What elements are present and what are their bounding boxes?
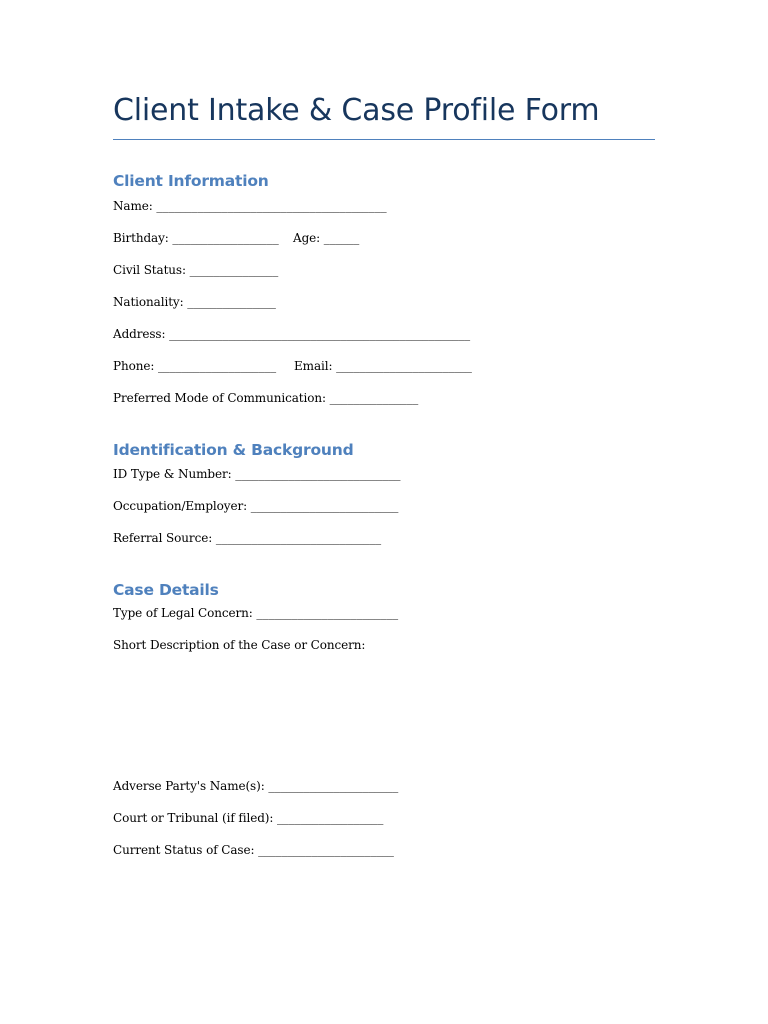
age-field: Age: ______ — [293, 231, 360, 245]
court-tribunal-field: Court or Tribunal (if filed): __________________ — [113, 811, 384, 825]
address-field: Address: ___________________________________________________ — [113, 327, 471, 341]
id-type-field: ID Type & Number: ____________________________ — [113, 467, 401, 481]
civil-status-field: Civil Status: _______________ — [113, 263, 279, 277]
current-status-field: Current Status of Case: _______________________ — [113, 843, 394, 857]
preferred-mode-field: Preferred Mode of Communication: _______________ — [113, 391, 419, 405]
occupation-field: Occupation/Employer: _________________________ — [113, 499, 399, 513]
referral-source-field: Referral Source: ____________________________ — [113, 531, 382, 545]
adverse-party-field: Adverse Party's Name(s): ______________________ — [113, 779, 399, 793]
section-heading-identification: Identification & Background — [113, 441, 354, 459]
case-description-label: Short Description of the Case or Concern: — [113, 638, 366, 652]
title-underline — [113, 139, 655, 140]
section-heading-client-information: Client Information — [113, 172, 269, 190]
email-field: Email: _______________________ — [294, 359, 472, 373]
name-field: Name: _______________________________________ — [113, 199, 387, 213]
birthday-field: Birthday: __________________ — [113, 231, 279, 245]
phone-field: Phone: ____________________ — [113, 359, 277, 373]
form-title: Client Intake & Case Profile Form — [113, 93, 600, 128]
nationality-field: Nationality: _______________ — [113, 295, 276, 309]
legal-concern-field: Type of Legal Concern: ________________________ — [113, 606, 398, 620]
section-heading-case-details: Case Details — [113, 581, 219, 599]
